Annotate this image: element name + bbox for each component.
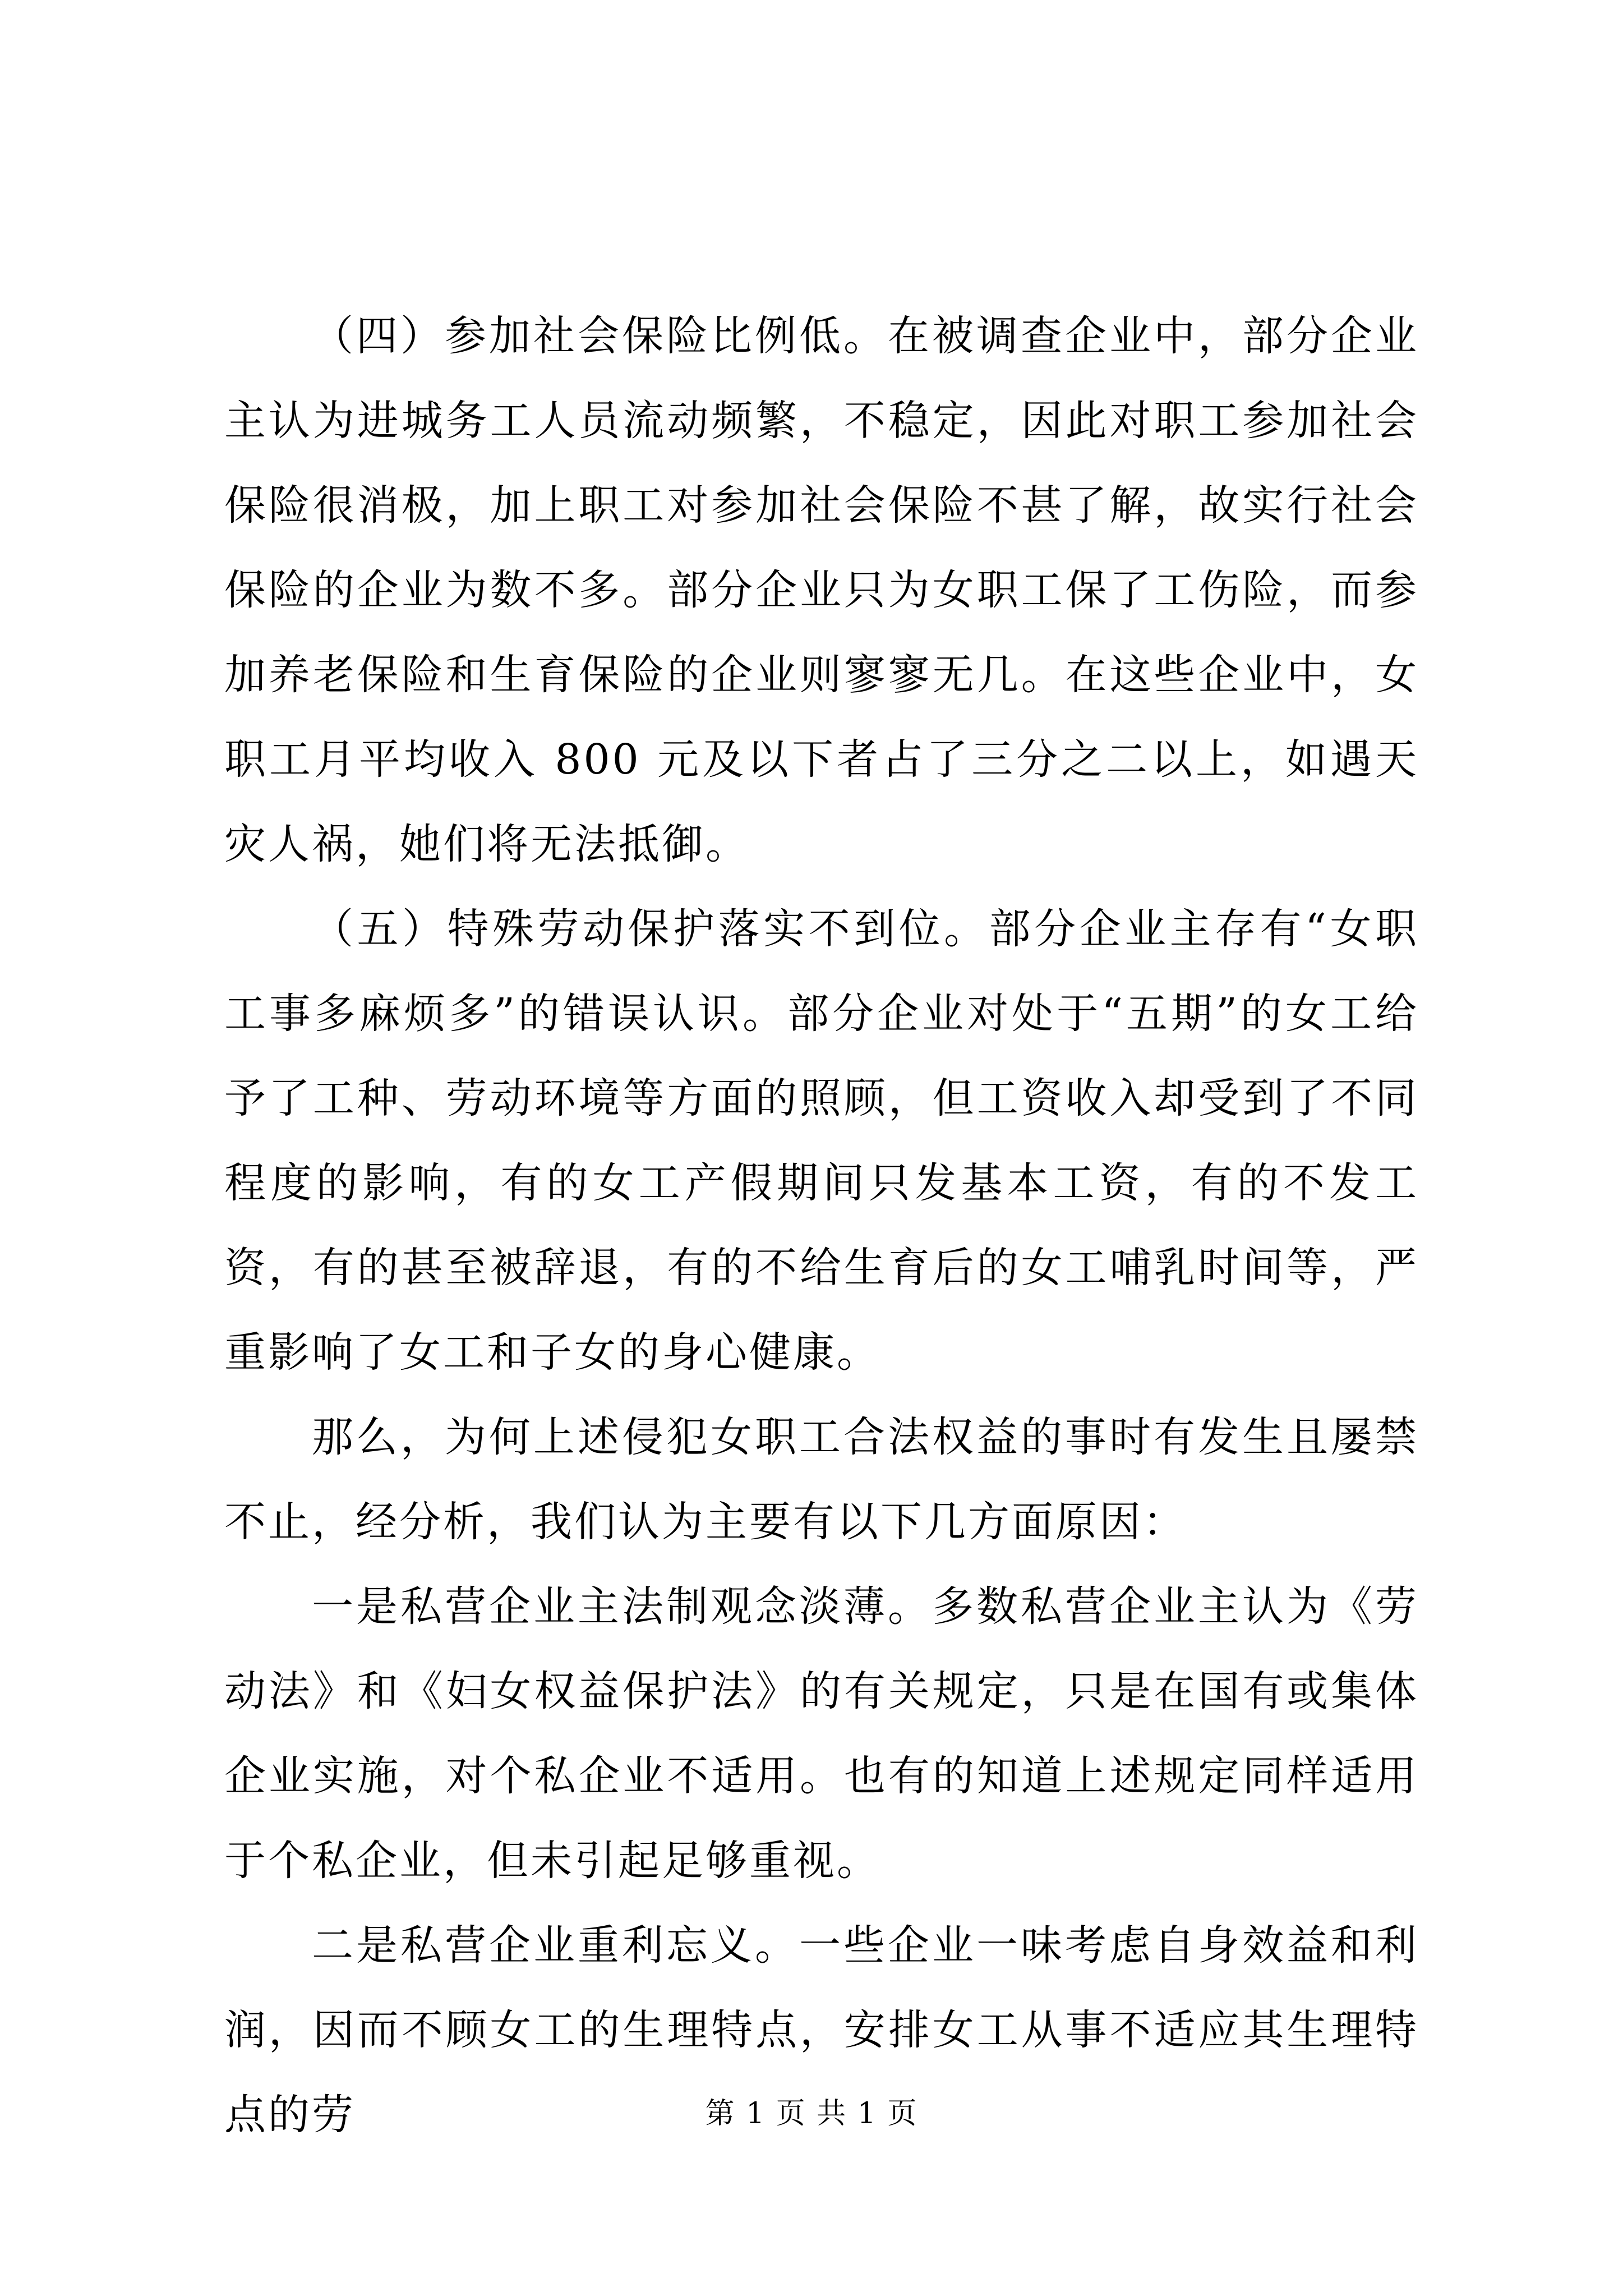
page-number-footer: 第 1 页 共 1 页 [705, 2097, 918, 2131]
paragraph-causes-intro: 那么，为何上述侵犯女职工合法权益的事时有发生且屡禁不止，经分析，我们认为主要有以下几方面原因： [224, 1413, 1419, 1546]
paragraph-social-insurance: （四）参加社会保险比例低。在被调查企业中，部分企业主认为进城务工人员流动频繁，不稳定，因此对职工参加社会保险很消极，加上职工对参加社会保险不甚了解，故实行社会保险的企业为数不多。部分企业只为女职工保了工伤险，而参加养老保险和生育保险的企业则寥寥无几。在这些企业中，女职工月平均收入 800 元及以下者占了三分之二以上，如遇天灾人祸，她们将无法抵御。 [224, 312, 1419, 868]
paragraph-cause-one: 一是私营企业主法制观念淡薄。多数私营企业主认为《劳动法》和《妇女权益保护法》的有关规定，只是在国有或集体企业实施，对个私企业不适用。也有的知道上述规定同样适用于个私企业，但未引起足够重视。 [224, 1582, 1419, 1885]
document-body [224, 294, 1419, 2157]
paragraph-cause-two: 二是私营企业重利忘义。一些企业一味考虑自身效益和利润，因而不顾女工的生理特点，安排女工从事不适应其生理特点的劳 [224, 1921, 1419, 2139]
paragraph-labor-protection: （五）特殊劳动保护落实不到位。部分企业主存有“女职工事多麻烦多”的错误认识。部分企业对处于“五期”的女工给予了工种、劳动环境等方面的照顾，但工资收入却受到了不同程度的影响，有的女工产假期间只发基本工资，有的不发工资，有的甚至被辞退，有的不给生育后的女工哺乳时间等，严重影响了女工和子女的身心健康。 [224, 905, 1419, 1377]
